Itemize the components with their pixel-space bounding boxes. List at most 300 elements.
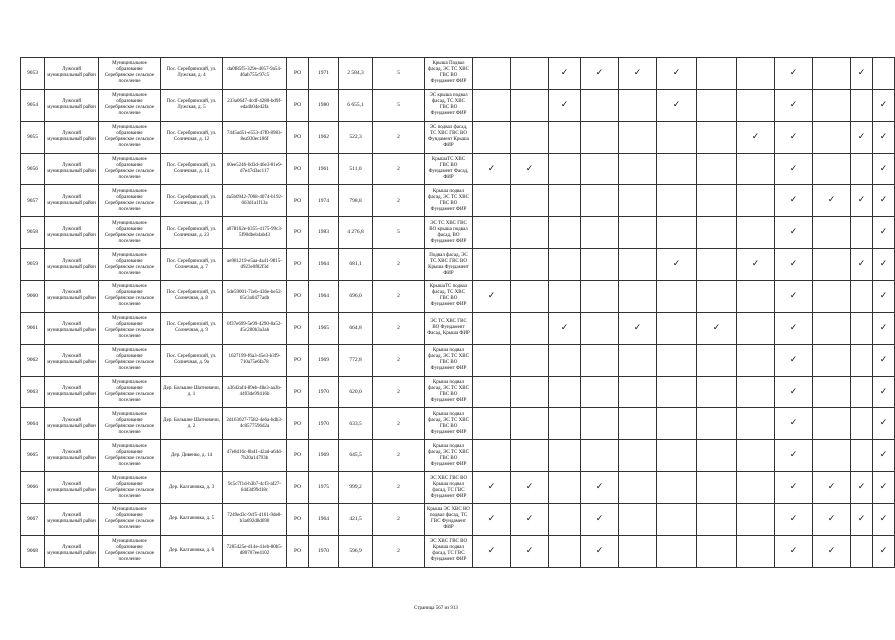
table-row [21, 535, 895, 567]
work-check-cell [549, 535, 581, 567]
work-check-cell [775, 312, 813, 344]
work-check-cell [657, 249, 697, 281]
floors-cell: 2 [373, 121, 425, 153]
check-icon: ✓ [487, 514, 496, 525]
check-icon: ✓ [560, 68, 569, 79]
work-check-cell [581, 89, 619, 121]
work-check-cell [737, 312, 775, 344]
district-cell: Лужский муниципальный район [45, 249, 99, 281]
area-cell: 4 276,8 [339, 217, 373, 249]
work-check-cell [511, 281, 549, 313]
floors-cell: 5 [373, 217, 425, 249]
work-check-cell [581, 185, 619, 217]
work-check-cell [813, 58, 851, 90]
fund-type-cell: РО [287, 376, 309, 408]
work-check-cell [813, 312, 851, 344]
settlement-cell: Муниципальное образование Серебрянское сельское поселение [99, 249, 161, 281]
area-cell: 421,5 [339, 504, 373, 536]
table-row [21, 472, 895, 504]
work-check-cell [697, 408, 737, 440]
work-check-cell [581, 312, 619, 344]
work-check-cell [549, 504, 581, 536]
floors-cell: 5 [373, 58, 425, 90]
house-id-cell: da0f85f5-329e-4057-9a54-46ab755c97c5 [223, 58, 287, 90]
work-check-cell [511, 408, 549, 440]
work-check-cell [873, 249, 895, 281]
work-check-cell [657, 217, 697, 249]
work-check-cell [813, 121, 851, 153]
check-icon: ✓ [879, 545, 888, 556]
work-check-cell [851, 217, 873, 249]
work-check-cell [657, 472, 697, 504]
work-check-cell [851, 121, 873, 153]
check-icon: ✓ [789, 131, 798, 142]
work-check-cell [697, 217, 737, 249]
row-number: 9067 [21, 504, 45, 536]
address-cell: Пос. Серебрянский, ул. Солнечная, д. 8 [161, 281, 223, 313]
check-icon: ✓ [879, 322, 888, 333]
works-list-cell: Крыша Подвал фасад, ЭС ТС ХВС ГВС ВО Фундамент ФИР [425, 58, 473, 90]
work-check-cell [581, 121, 619, 153]
district-cell: Лужский муниципальный район [45, 153, 99, 185]
district-cell: Лужский муниципальный район [45, 185, 99, 217]
year-built-cell: 1971 [309, 58, 339, 90]
work-check-cell [473, 376, 511, 408]
address-cell: Пос. Серебрянский, ул. Солнечная, д. 9 [161, 312, 223, 344]
page-number: Страница 567 из 913 [414, 606, 458, 611]
work-check-cell [697, 440, 737, 472]
district-cell: Лужский муниципальный район [45, 344, 99, 376]
work-check-cell [873, 376, 895, 408]
work-check-cell [737, 281, 775, 313]
work-check-cell [873, 89, 895, 121]
row-number: 9054 [21, 89, 45, 121]
work-check-cell [697, 58, 737, 90]
work-check-cell [873, 472, 895, 504]
work-check-cell [619, 281, 657, 313]
work-check-cell [581, 249, 619, 281]
area-cell: 999,2 [339, 472, 373, 504]
check-icon: ✓ [789, 322, 798, 333]
check-icon: ✓ [525, 545, 534, 556]
table-row [21, 249, 895, 281]
work-check-cell [549, 89, 581, 121]
row-number: 9068 [21, 535, 45, 567]
house-id-cell: 1627199-f6a3-45e3-b3f9-710a75e6fa78 [223, 344, 287, 376]
work-check-cell [473, 249, 511, 281]
work-check-cell [697, 472, 737, 504]
works-list-cell: КрышаТС подвал фасад, ТС ХВС ГВС ВО Фундамент ФИР [425, 281, 473, 313]
work-check-cell [549, 58, 581, 90]
table-row [21, 376, 895, 408]
check-icon: ✓ [789, 291, 798, 302]
work-check-cell [581, 440, 619, 472]
row-number: 9057 [21, 185, 45, 217]
fund-type-cell: РО [287, 535, 309, 567]
check-icon: ✓ [672, 259, 681, 270]
work-check-cell [581, 504, 619, 536]
check-icon: ✓ [879, 418, 888, 429]
check-icon: ✓ [879, 227, 888, 238]
address-cell: Дер. Калгановка, д. 3 [161, 472, 223, 504]
work-check-cell [737, 121, 775, 153]
year-built-cell: 1980 [309, 89, 339, 121]
work-check-cell [813, 185, 851, 217]
district-cell: Лужский муниципальный район [45, 217, 99, 249]
year-built-cell: 1964 [309, 249, 339, 281]
work-check-cell [657, 153, 697, 185]
row-number: 9064 [21, 408, 45, 440]
table-row [21, 121, 895, 153]
area-cell: 596,9 [339, 535, 373, 567]
district-cell: Лужский муниципальный район [45, 89, 99, 121]
address-cell: Пос. Серебрянский, ул. Солнечная, д. 7 [161, 249, 223, 281]
area-cell: 798,8 [339, 185, 373, 217]
check-icon: ✓ [672, 99, 681, 110]
fund-type-cell: РО [287, 472, 309, 504]
work-check-cell [851, 89, 873, 121]
work-check-cell [737, 153, 775, 185]
area-cell: 6 655,1 [339, 89, 373, 121]
work-check-cell [657, 58, 697, 90]
work-check-cell [657, 121, 697, 153]
year-built-cell: 1964 [309, 281, 339, 313]
work-check-cell [657, 408, 697, 440]
works-list-cell: Подвал фасад, ЭС ТС ХВС ГВС ВО Крыша Фундамент ФИР [425, 249, 473, 281]
check-icon: ✓ [672, 68, 681, 79]
floors-cell: 2 [373, 281, 425, 313]
check-icon: ✓ [789, 99, 798, 110]
year-built-cell: 1964 [309, 504, 339, 536]
work-check-cell [511, 504, 549, 536]
floors-cell: 5 [373, 89, 425, 121]
work-check-cell [775, 217, 813, 249]
address-cell: Пос. Серебрянский, ул. Солнечная, д. 19 [161, 185, 223, 217]
work-check-cell [873, 408, 895, 440]
check-icon: ✓ [789, 68, 798, 79]
work-check-cell [511, 376, 549, 408]
work-check-cell [619, 58, 657, 90]
settlement-cell: Муниципальное образование Серебрянское сельское поселение [99, 185, 161, 217]
work-check-cell [657, 185, 697, 217]
work-check-cell [657, 376, 697, 408]
fund-type-cell: РО [287, 249, 309, 281]
check-icon: ✓ [879, 354, 888, 365]
settlement-cell: Муниципальное образование Серебрянское сельское поселение [99, 344, 161, 376]
fund-type-cell: РО [287, 89, 309, 121]
work-check-cell [549, 185, 581, 217]
work-check-cell [581, 217, 619, 249]
row-number: 9066 [21, 472, 45, 504]
work-check-cell [581, 281, 619, 313]
work-check-cell [775, 504, 813, 536]
check-icon: ✓ [857, 195, 866, 206]
work-check-cell [657, 440, 697, 472]
work-check-cell [851, 440, 873, 472]
work-check-cell [581, 535, 619, 567]
works-list-cell: Крыша подвал фасад, ЭС ТС ХВС ГВС ВО Фундамент ФИР [425, 185, 473, 217]
check-icon: ✓ [827, 514, 836, 525]
work-check-cell [619, 185, 657, 217]
work-check-cell [473, 281, 511, 313]
work-check-cell [873, 217, 895, 249]
year-built-cell: 1983 [309, 217, 339, 249]
work-check-cell [549, 440, 581, 472]
check-icon: ✓ [827, 482, 836, 493]
area-cell: 620,0 [339, 376, 373, 408]
work-check-cell [511, 249, 549, 281]
work-check-cell [473, 153, 511, 185]
work-check-cell [851, 472, 873, 504]
work-check-cell [473, 440, 511, 472]
check-icon: ✓ [595, 545, 604, 556]
work-check-cell [549, 121, 581, 153]
work-check-cell [473, 185, 511, 217]
check-icon: ✓ [857, 514, 866, 525]
work-check-cell [549, 344, 581, 376]
settlement-cell: Муниципальное образование Серебрянское сельское поселение [99, 281, 161, 313]
work-check-cell [549, 249, 581, 281]
check-icon: ✓ [879, 291, 888, 302]
district-cell: Лужский муниципальный район [45, 58, 99, 90]
work-check-cell [657, 312, 697, 344]
check-icon: ✓ [879, 163, 888, 174]
floors-cell: 2 [373, 504, 425, 536]
works-list-cell: ЭС подвал фасад, ТС ХВС ГВС ВО Фундамент Крыша ФИР [425, 121, 473, 153]
works-list-cell: Крыша ЭС ХВС ВО подвал фасад, ТС ГВС Фундамент ФИР [425, 504, 473, 536]
work-check-cell [511, 217, 549, 249]
work-check-cell [511, 440, 549, 472]
work-check-cell [619, 312, 657, 344]
address-cell: Пос. Серебрянский, ул. Солнечная, д. 9а [161, 344, 223, 376]
works-list-cell: Крыша подвал фасад, ЭС ТС ХВС ГВС ВО Фундамент ФИР [425, 376, 473, 408]
work-check-cell [851, 58, 873, 90]
table-row [21, 312, 895, 344]
area-cell: 772,8 [339, 344, 373, 376]
work-check-cell [697, 504, 737, 536]
work-check-cell [657, 89, 697, 121]
work-check-cell [581, 344, 619, 376]
house-id-cell: 233a0647-4cdf-4280-bd9f-eda4b04e42fa [223, 89, 287, 121]
work-check-cell [473, 217, 511, 249]
work-check-cell [657, 281, 697, 313]
check-icon: ✓ [827, 545, 836, 556]
work-check-cell [511, 535, 549, 567]
work-check-cell [851, 408, 873, 440]
work-check-cell [511, 58, 549, 90]
work-check-cell [851, 376, 873, 408]
work-check-cell [851, 185, 873, 217]
check-icon: ✓ [879, 386, 888, 397]
table-row [21, 185, 895, 217]
house-id-cell: 9c5c7f1d-h3b7-4cf3-af27-64d3d99d18c [223, 472, 287, 504]
work-check-cell [581, 58, 619, 90]
work-check-cell [619, 504, 657, 536]
check-icon: ✓ [789, 386, 798, 397]
floors-cell: 2 [373, 312, 425, 344]
work-check-cell [775, 344, 813, 376]
row-number: 9053 [21, 58, 45, 90]
check-icon: ✓ [789, 450, 798, 461]
work-check-cell [473, 472, 511, 504]
check-icon: ✓ [595, 482, 604, 493]
check-icon: ✓ [857, 131, 866, 142]
house-id-cell: 60ee5246-0d3d-46e3-81e9-d7e47d3ac117 [223, 153, 287, 185]
row-number: 9056 [21, 153, 45, 185]
work-check-cell [697, 153, 737, 185]
works-list-cell: ЭС ТС ХВС ГВС ВО крыша подвал фасад, ВО Фундамент ФИР [425, 217, 473, 249]
address-cell: Пос. Серебрянский, ул. Солнечная, д. 14 [161, 153, 223, 185]
district-cell: Лужский муниципальный район [45, 281, 99, 313]
row-number: 9063 [21, 376, 45, 408]
district-cell: Лужский муниципальный район [45, 440, 99, 472]
work-check-cell [697, 312, 737, 344]
work-check-cell [549, 312, 581, 344]
floors-cell: 2 [373, 440, 425, 472]
work-check-cell [549, 408, 581, 440]
row-number: 9060 [21, 281, 45, 313]
works-list-cell: Крыша подвал фасад, ЭС ТС ХВС ГВС ВО Фундамент ФИР [425, 408, 473, 440]
work-check-cell [775, 58, 813, 90]
address-cell: Пос. Серебрянский, ул. Лужская, д. 4 [161, 58, 223, 90]
year-built-cell: 1965 [309, 312, 339, 344]
house-id-cell: 7249ed3c-9cf5-4161-9de8-b3a692d8d690 [223, 504, 287, 536]
work-check-cell [473, 344, 511, 376]
year-built-cell: 1970 [309, 408, 339, 440]
work-check-cell [619, 440, 657, 472]
check-icon: ✓ [789, 163, 798, 174]
work-check-cell [619, 249, 657, 281]
fund-type-cell: РО [287, 121, 309, 153]
address-cell: Пос. Серебрянский, ул. Лужская, д. 5 [161, 89, 223, 121]
floors-cell: 2 [373, 376, 425, 408]
table-row [21, 153, 895, 185]
work-check-cell [697, 344, 737, 376]
work-check-cell [511, 185, 549, 217]
work-check-cell [549, 153, 581, 185]
settlement-cell: Муниципальное образование Серебрянское сельское поселение [99, 217, 161, 249]
check-icon: ✓ [879, 482, 888, 493]
work-check-cell [549, 376, 581, 408]
check-icon: ✓ [857, 68, 866, 79]
work-check-cell [473, 58, 511, 90]
fund-type-cell: РО [287, 217, 309, 249]
work-check-cell [775, 408, 813, 440]
check-icon: ✓ [879, 450, 888, 461]
check-icon: ✓ [487, 291, 496, 302]
check-icon: ✓ [857, 259, 866, 270]
work-check-cell [813, 472, 851, 504]
work-check-cell [775, 440, 813, 472]
district-cell: Лужский муниципальный район [45, 376, 99, 408]
works-list-cell: ЭС ТС ХВС ГВС ВО Фундамент Фасад, Крыша ФИР [425, 312, 473, 344]
table-row [21, 344, 895, 376]
works-list-cell: ЭС ХВС ГВС ВО Крыша подвал фасад, ТС ГВС Фундамент ФИР [425, 472, 473, 504]
work-check-cell [549, 281, 581, 313]
work-check-cell [737, 217, 775, 249]
work-check-cell [775, 185, 813, 217]
floors-cell: 2 [373, 249, 425, 281]
work-check-cell [775, 376, 813, 408]
address-cell: Дер. Калгановка, д. 6 [161, 535, 223, 567]
work-check-cell [813, 440, 851, 472]
work-check-cell [473, 504, 511, 536]
fund-type-cell: РО [287, 58, 309, 90]
work-check-cell [511, 312, 549, 344]
fund-type-cell: РО [287, 408, 309, 440]
year-built-cell: 1970 [309, 535, 339, 567]
works-list-cell: ЭС крыша подвал фасад, ТС ХВС ГВС ВО Фундамент ФИР [425, 89, 473, 121]
year-built-cell: 1970 [309, 376, 339, 408]
row-number: 9059 [21, 249, 45, 281]
work-check-cell [737, 185, 775, 217]
check-icon: ✓ [595, 514, 604, 525]
row-number: 9065 [21, 440, 45, 472]
work-check-cell [873, 281, 895, 313]
work-check-cell [775, 89, 813, 121]
works-list-cell: Крыша подвал фасад, ЭС ТС ХВС ГВС ВО Фундамент ФИР [425, 440, 473, 472]
fund-type-cell: РО [287, 344, 309, 376]
settlement-cell: Муниципальное образование Серебрянское сельское поселение [99, 121, 161, 153]
work-check-cell [581, 472, 619, 504]
house-id-cell: 7445ad51-e553-47f0-8983-8ea930ec186f [223, 121, 287, 153]
check-icon: ✓ [789, 195, 798, 206]
works-list-cell: ЭС ХВС ГВС ВО Крыша подвал фасад, ТС ГВС Фундамент ФИР [425, 535, 473, 567]
work-check-cell [549, 472, 581, 504]
row-number: 9062 [21, 344, 45, 376]
work-check-cell [873, 344, 895, 376]
table-row [21, 440, 895, 472]
work-check-cell [813, 217, 851, 249]
fund-type-cell: РО [287, 440, 309, 472]
check-icon: ✓ [487, 545, 496, 556]
work-check-cell [619, 153, 657, 185]
work-check-cell [813, 504, 851, 536]
table-row [21, 58, 895, 90]
work-check-cell [873, 121, 895, 153]
work-check-cell [813, 153, 851, 185]
area-cell: 664,8 [339, 312, 373, 344]
work-check-cell [473, 89, 511, 121]
floors-cell: 2 [373, 408, 425, 440]
work-check-cell [737, 344, 775, 376]
work-check-cell [873, 153, 895, 185]
works-list-cell: КрышаТС ХВС ГВС ВО Фундамент Фасад, ФИР [425, 153, 473, 185]
address-cell: Пос. Серебрянский, ул. Солнечная, д. 12 [161, 121, 223, 153]
address-cell: Дер. Калгановка, д. 5 [161, 504, 223, 536]
fund-type-cell: РО [287, 185, 309, 217]
work-check-cell [657, 504, 697, 536]
district-cell: Лужский муниципальный район [45, 535, 99, 567]
settlement-cell: Муниципальное образование Серебрянское сельское поселение [99, 472, 161, 504]
work-check-cell [697, 249, 737, 281]
table-row [21, 408, 895, 440]
work-check-cell [873, 58, 895, 90]
work-check-cell [619, 217, 657, 249]
check-icon: ✓ [751, 131, 760, 142]
area-cell: 2 584,3 [339, 58, 373, 90]
work-check-cell [657, 344, 697, 376]
work-check-cell [737, 89, 775, 121]
work-check-cell [775, 535, 813, 567]
work-check-cell [775, 249, 813, 281]
area-cell: 681,1 [339, 249, 373, 281]
house-id-cell: ae981219-e5aa-4a41-9815-d923e0f82f3d [223, 249, 287, 281]
work-check-cell [697, 376, 737, 408]
work-check-cell [619, 408, 657, 440]
work-check-cell [851, 504, 873, 536]
house-id-cell: 0f37e699-5e99-4290-8a52-45c280b3a3ab [223, 312, 287, 344]
